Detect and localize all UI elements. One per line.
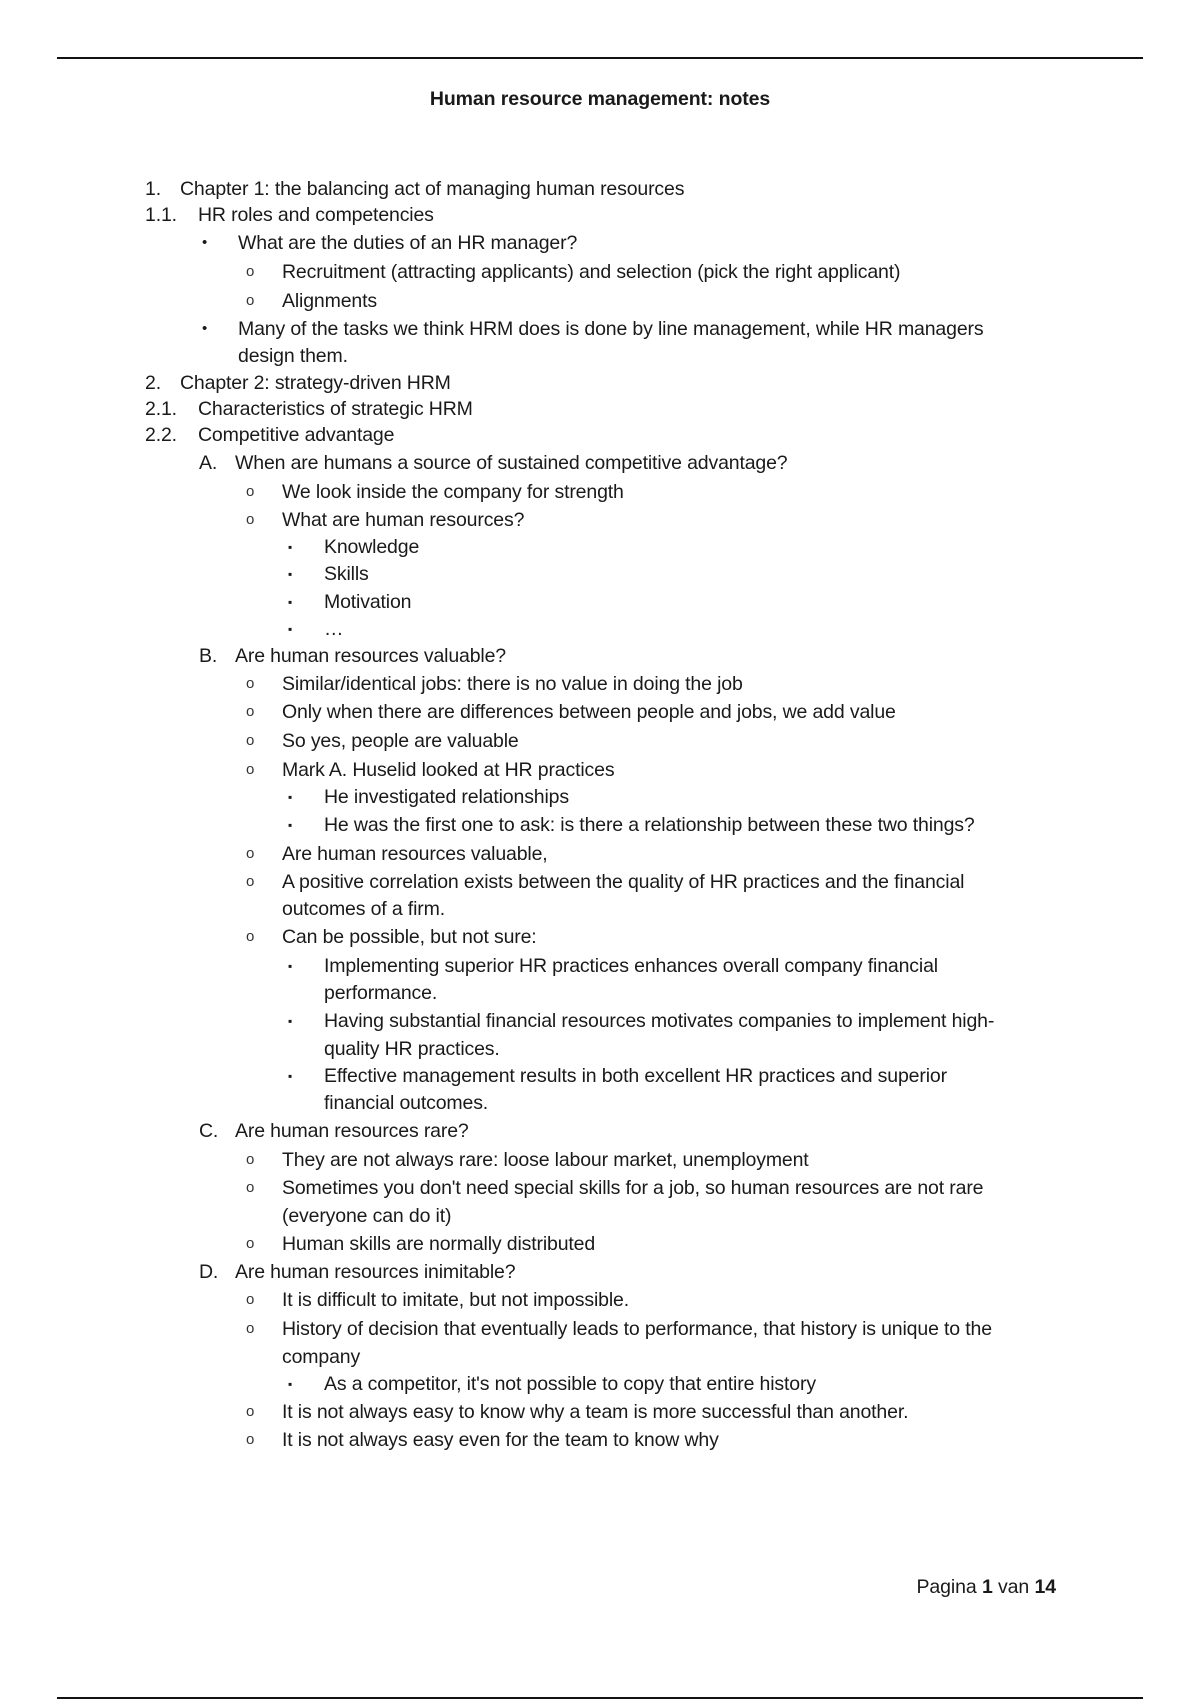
list-item bbox=[0, 228, 1200, 258]
list-item bbox=[0, 176, 1200, 202]
list-item bbox=[0, 560, 1200, 588]
square-bullet-icon: ▪ bbox=[288, 567, 293, 581]
list-item-text: Are human resources rare? bbox=[235, 1120, 469, 1142]
square-bullet-icon: ▪ bbox=[288, 1014, 293, 1028]
square-bullet-icon: ▪ bbox=[288, 595, 293, 609]
list-item-text: When are humans a source of sustained competitive advantage? bbox=[235, 452, 788, 474]
circle-bullet-icon: o bbox=[246, 292, 255, 309]
list-item-text: Human skills are normally distributed bbox=[282, 1233, 596, 1255]
list-item bbox=[0, 698, 1200, 726]
footer-total-pages: 14 bbox=[1034, 1576, 1056, 1598]
list-item-text: Are human resources valuable, bbox=[282, 843, 548, 865]
list-item bbox=[0, 534, 1200, 560]
list-item bbox=[0, 1230, 1200, 1258]
footer-middle: van bbox=[998, 1576, 1030, 1598]
list-item-text: Effective management results in both excellent HR practices and superior bbox=[324, 1065, 947, 1087]
list-item-text: HR roles and competencies bbox=[198, 204, 434, 226]
list-item bbox=[0, 1006, 1200, 1036]
list-letter: D. bbox=[199, 1261, 219, 1283]
list-item-text: It is difficult to imitate, but not impossible. bbox=[282, 1289, 629, 1311]
list-item-text: Are human resources inimitable? bbox=[235, 1261, 516, 1283]
list-item-text: Similar/identical jobs: there is no value in doing the job bbox=[282, 673, 743, 695]
list-item-text: Recruitment (attracting applicants) and selection (pick the right applicant) bbox=[282, 261, 901, 283]
circle-bullet-icon: o bbox=[246, 1151, 255, 1168]
list-item bbox=[0, 1370, 1200, 1398]
list-item-text: company bbox=[282, 1346, 361, 1368]
footer-prefix: Pagina bbox=[916, 1576, 977, 1598]
list-item-text: As a competitor, it's not possible to copy that entire history bbox=[324, 1373, 816, 1395]
list-number: 2. bbox=[145, 372, 161, 394]
list-item bbox=[0, 784, 1200, 810]
list-item bbox=[0, 396, 1200, 422]
square-bullet-icon: ▪ bbox=[288, 790, 293, 804]
list-item bbox=[0, 1286, 1200, 1314]
list-item-text: So yes, people are valuable bbox=[282, 730, 519, 752]
list-item bbox=[0, 1090, 1200, 1116]
list-item-text: performance. bbox=[324, 982, 438, 1004]
footer-current-page: 1 bbox=[981, 1576, 993, 1598]
list-item-text: Only when there are differences between people and jobs, we add value bbox=[282, 701, 896, 723]
circle-bullet-icon: o bbox=[246, 1431, 255, 1448]
circle-bullet-icon: o bbox=[246, 263, 255, 280]
circle-bullet-icon: o bbox=[246, 511, 255, 528]
list-item-text: He was the first one to ask: is there a relationship between these two things? bbox=[324, 814, 975, 836]
list-item-text: Characteristics of strategic HRM bbox=[198, 398, 473, 420]
square-bullet-icon: ▪ bbox=[288, 959, 293, 973]
list-item-text: Can be possible, but not sure: bbox=[282, 926, 537, 948]
list-item-text: They are not always rare: loose labour market, unemployment bbox=[282, 1149, 809, 1171]
list-item-text: History of decision that eventually leads to performance, that history is unique to the bbox=[282, 1318, 992, 1340]
list-item-text: What are the duties of an HR manager? bbox=[238, 232, 578, 254]
list-item bbox=[0, 1062, 1200, 1090]
list-item-text: A positive correlation exists between the quality of HR practices and the financial bbox=[282, 871, 965, 893]
list-item-text: Sometimes you don't need special skills for a job, so human resources are not rare bbox=[282, 1177, 984, 1199]
list-item-text: design them. bbox=[238, 345, 348, 367]
list-item bbox=[0, 1202, 1200, 1230]
square-bullet-icon: ▪ bbox=[288, 1069, 293, 1083]
list-item-text: He investigated relationships bbox=[324, 786, 569, 808]
list-item bbox=[0, 202, 1200, 228]
list-item-text: It is not always easy even for the team to know why bbox=[282, 1429, 719, 1451]
square-bullet-icon: ▪ bbox=[288, 1377, 293, 1391]
circle-bullet-icon: o bbox=[246, 928, 255, 945]
list-item-text: Having substantial financial resources motivates companies to implement high- bbox=[324, 1010, 995, 1032]
list-item bbox=[0, 810, 1200, 840]
list-item bbox=[0, 1258, 1200, 1286]
square-bullet-icon: ▪ bbox=[288, 540, 293, 554]
list-item-text: Chapter 1: the balancing act of managing human resources bbox=[180, 178, 685, 200]
list-item-text: It is not always easy to know why a team is more successful than another. bbox=[282, 1401, 909, 1423]
list-item-text: outcomes of a firm. bbox=[282, 898, 445, 920]
circle-bullet-icon: o bbox=[246, 761, 255, 778]
list-item-text: What are human resources? bbox=[282, 509, 525, 531]
list-item bbox=[0, 840, 1200, 868]
list-item-text: Implementing superior HR practices enhances overall company financial bbox=[324, 955, 938, 977]
bullet-icon: • bbox=[202, 234, 208, 251]
list-item bbox=[0, 642, 1200, 670]
list-item bbox=[0, 922, 1200, 952]
list-item bbox=[0, 670, 1200, 698]
list-item bbox=[0, 1344, 1200, 1370]
list-item bbox=[0, 342, 1200, 370]
list-item-text: Knowledge bbox=[324, 536, 420, 558]
list-item bbox=[0, 1146, 1200, 1174]
list-item bbox=[0, 588, 1200, 616]
circle-bullet-icon: o bbox=[246, 1291, 255, 1308]
circle-bullet-icon: o bbox=[246, 1403, 255, 1420]
list-item-text: Many of the tasks we think HRM does is done by line management, while HR managers bbox=[238, 318, 984, 340]
list-item-text: We look inside the company for strength bbox=[282, 481, 624, 503]
document-body bbox=[0, 176, 1200, 1454]
bullet-icon: • bbox=[202, 320, 208, 337]
list-item bbox=[0, 422, 1200, 448]
list-number: 1.1. bbox=[145, 204, 177, 226]
list-item bbox=[0, 756, 1200, 784]
list-item-text: Mark A. Huselid looked at HR practices bbox=[282, 759, 615, 781]
list-item bbox=[0, 506, 1200, 534]
page-footer bbox=[917, 1576, 1057, 1599]
list-number: 1. bbox=[145, 178, 161, 200]
circle-bullet-icon: o bbox=[246, 483, 255, 500]
list-item bbox=[0, 616, 1200, 642]
circle-bullet-icon: o bbox=[246, 732, 255, 749]
list-number: 2.1. bbox=[145, 398, 177, 420]
circle-bullet-icon: o bbox=[246, 873, 255, 890]
list-item-text: Alignments bbox=[282, 290, 377, 312]
list-item bbox=[0, 1398, 1200, 1426]
list-item-text: Skills bbox=[324, 563, 369, 585]
list-letter: B. bbox=[199, 645, 218, 667]
list-item bbox=[0, 286, 1200, 316]
document-title: Human resource management: notes bbox=[429, 88, 771, 110]
list-item-text: Motivation bbox=[324, 591, 412, 613]
list-item-text: financial outcomes. bbox=[324, 1092, 489, 1114]
list-item bbox=[0, 1036, 1200, 1062]
list-item bbox=[0, 370, 1200, 396]
list-item-text: Are human resources valuable? bbox=[235, 645, 506, 667]
list-item-text: quality HR practices. bbox=[324, 1038, 500, 1060]
list-item-text: Chapter 2: strategy-driven HRM bbox=[180, 372, 451, 394]
list-item bbox=[0, 952, 1200, 980]
square-bullet-icon: ▪ bbox=[288, 818, 293, 832]
circle-bullet-icon: o bbox=[246, 845, 255, 862]
circle-bullet-icon: o bbox=[246, 1235, 255, 1252]
circle-bullet-icon: o bbox=[246, 1179, 255, 1196]
list-item bbox=[0, 980, 1200, 1006]
list-item bbox=[0, 448, 1200, 478]
list-item bbox=[0, 478, 1200, 506]
list-item bbox=[0, 316, 1200, 342]
list-item bbox=[0, 1174, 1200, 1202]
list-item-text: (everyone can do it) bbox=[282, 1205, 452, 1227]
top-rule bbox=[57, 57, 1143, 59]
list-item-text: Competitive advantage bbox=[198, 424, 395, 446]
list-item bbox=[0, 1116, 1200, 1146]
list-item bbox=[0, 258, 1200, 286]
list-number: 2.2. bbox=[145, 424, 177, 446]
list-item bbox=[0, 896, 1200, 922]
circle-bullet-icon: o bbox=[246, 1320, 255, 1337]
list-letter: A. bbox=[199, 452, 218, 474]
bottom-rule bbox=[57, 1697, 1143, 1699]
circle-bullet-icon: o bbox=[246, 675, 255, 692]
circle-bullet-icon: o bbox=[246, 703, 255, 720]
list-item bbox=[0, 1314, 1200, 1344]
list-item bbox=[0, 726, 1200, 756]
list-letter: C. bbox=[199, 1120, 219, 1142]
list-item-text: … bbox=[324, 618, 344, 640]
square-bullet-icon: ▪ bbox=[288, 622, 293, 636]
list-item bbox=[0, 868, 1200, 896]
list-item bbox=[0, 1426, 1200, 1454]
